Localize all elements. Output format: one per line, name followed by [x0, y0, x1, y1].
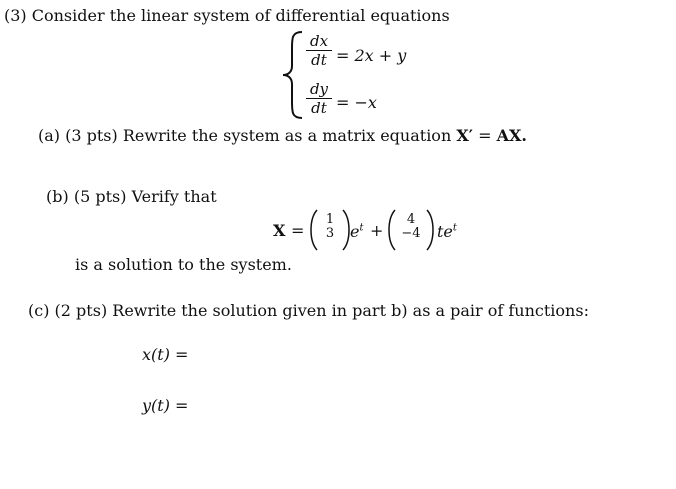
part-c-text: Rewrite the solution given in part b) as a pair of functions:	[112, 301, 589, 320]
solution-equals: =	[291, 221, 305, 240]
y-function-prompt: y(t) =	[142, 396, 189, 415]
fraction-denominator: dt	[311, 99, 327, 117]
fraction-dx-dt	[306, 32, 332, 69]
part-b-text: Verify that	[131, 187, 217, 206]
fraction-numerator: dx	[309, 32, 329, 50]
part-b-label: (b)	[46, 187, 69, 206]
part-a-text: Rewrite the system as a matrix equation	[122, 126, 452, 145]
fraction-numerator: dy	[309, 80, 329, 98]
exp-2-base: te	[437, 222, 453, 241]
equation-2-rhs: = −x	[336, 93, 377, 112]
vector-1	[317, 213, 343, 241]
fraction-denominator: dt	[311, 51, 327, 69]
part-a-eq-sign: =	[478, 126, 492, 145]
exp-1-superscript: t	[359, 222, 364, 234]
vector-2-bottom: −4	[401, 226, 421, 241]
part-c-points: (2 pts)	[54, 301, 108, 320]
part-a-points: (3 pts)	[65, 126, 118, 145]
solution-x-label: X	[273, 221, 286, 240]
part-b-points: (5 pts)	[73, 187, 127, 206]
exponential-1	[350, 222, 364, 241]
vector-1-top: 1	[325, 212, 335, 227]
exp-2-superscript: t	[452, 222, 457, 234]
vector-2	[395, 213, 427, 241]
plus-sign: +	[370, 221, 384, 240]
part-a	[38, 126, 527, 145]
x-function-prompt: x(t) =	[142, 345, 189, 364]
part-b-footer: is a solution to the system.	[75, 255, 292, 274]
equation-1-rhs: = 2x + y	[336, 46, 407, 65]
part-b	[46, 187, 217, 206]
exponential-2	[437, 222, 457, 241]
vector-1-bottom: 3	[325, 226, 335, 241]
exp-1-base: e	[350, 222, 360, 241]
fraction-dy-dt	[306, 80, 332, 117]
vector-2-top: 4	[406, 212, 416, 227]
part-c-label: (c)	[28, 301, 50, 320]
part-c	[28, 301, 589, 320]
part-a-eq-lhs: X′	[456, 126, 473, 145]
part-a-eq-rhs: AX.	[496, 126, 527, 145]
part-a-label: (a)	[38, 126, 61, 145]
problem-header: (3) Consider the linear system of differential equations	[4, 6, 450, 25]
